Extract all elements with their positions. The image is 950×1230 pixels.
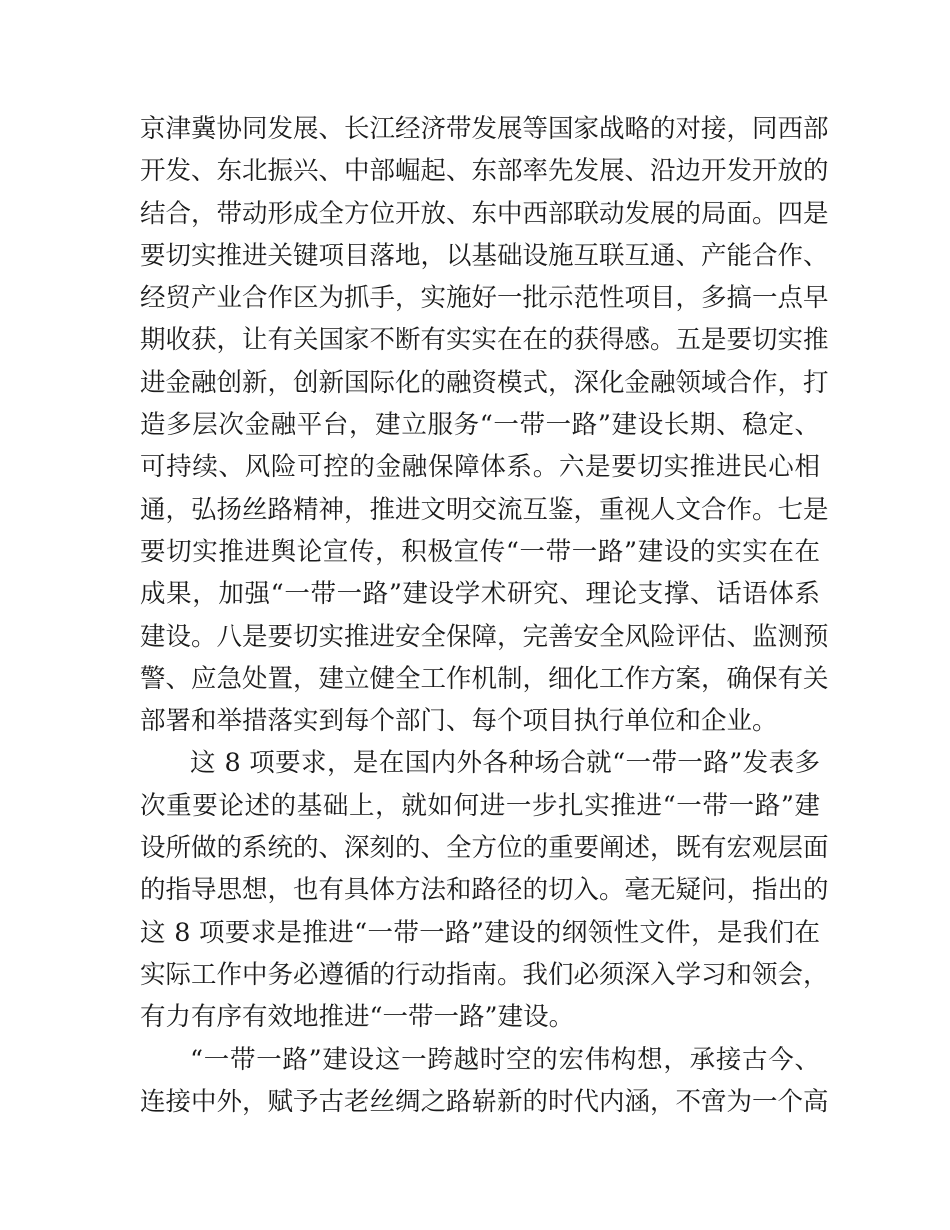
text-line: 要切实推进舆论宣传，积极宣传“一带一路”建设的实实在在 (140, 536, 820, 567)
text-line: 通，弘扬丝路精神，推进文明交流互鉴，重视人文合作。七是 (140, 494, 829, 525)
body-text (140, 108, 829, 1123)
text-line: 京津冀协同发展、长江经济带发展等国家战略的对接，同西部 (140, 114, 829, 144)
text-line: 期收获，让有关国家不断有实实在在的获得感。五是要切实推 (140, 325, 829, 356)
text-line: 可持续、风险可控的金融保障体系。六是要切实推进民心相 (140, 452, 820, 483)
text-line: 这 8 项要求是推进“一带一路”建设的纲领性文件，是我们在 (140, 917, 820, 948)
text-line: 结合，带动形成全方位开放、东中西部联动发展的局面。四是 (140, 198, 829, 229)
text-line: 部署和举措落实到每个部门、每个项目执行单位和企业。 (140, 706, 778, 737)
text-line: 要切实推进关键项目落地，以基础设施互联互通、产能合作、 (140, 240, 829, 271)
text-line: 经贸产业合作区为抓手，实施好一批示范性项目，多搞一点早 (140, 283, 829, 314)
text-line: 这 8 项要求，是在国内外各种场合就“一带一路”发表多 (190, 748, 820, 779)
text-line: 建设。八是要切实推进安全保障，完善安全风险评估、监测预 (140, 621, 829, 652)
text-line: 次重要论述的基础上，就如何进一步扎实推进“一带一路”建 (140, 790, 820, 821)
text-line: 连接中外，赋予古老丝绸之路崭新的时代内涵，不啻为一个高 (140, 1086, 829, 1117)
text-line: 成果，加强“一带一路”建设学术研究、理论支撑、话语体系 (140, 579, 820, 610)
text-line: 造多层次金融平台，建立服务“一带一路”建设长期、稳定、 (140, 410, 820, 441)
text-line: 实际工作中务必遵循的行动指南。我们必须深入学习和领会， (140, 959, 829, 990)
text-line: 有力有序有效地推进“一带一路”建设。 (140, 1002, 575, 1033)
text-line: 警、应急处置，建立健全工作机制，细化工作方案，确保有关 (140, 663, 829, 694)
text-line: 的指导思想，也有具体方法和路径的切入。毫无疑问，指出的 (140, 875, 829, 906)
text-line: 进金融创新，创新国际化的融资模式，深化金融领域合作，打 (140, 367, 829, 398)
text-line: 开发、东北振兴、中部崛起、东部率先发展、沿边开发开放的 (140, 156, 829, 187)
text-line: “一带一路”建设这一跨越时空的宏伟构想，承接古今、 (190, 1044, 820, 1075)
text-line: 设所做的系统的、深刻的、全方位的重要阐述，既有宏观层面 (140, 833, 829, 864)
